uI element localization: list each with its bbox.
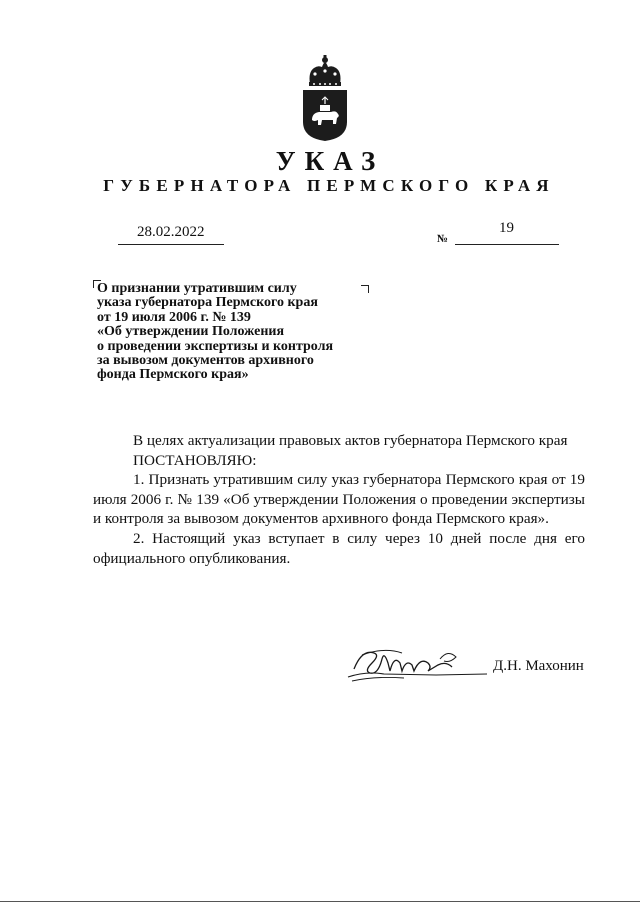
heading-line: от 19 июля 2006 г. № 139	[97, 309, 251, 325]
heading-line: о проведении экспертизы и контроля	[97, 338, 334, 354]
document-date: 28.02.2022	[137, 224, 205, 240]
heading-line: О признании утратившим силу	[97, 281, 297, 296]
page-bottom-edge	[0, 901, 640, 902]
heading-line: за вывозом документов архивного	[97, 353, 314, 369]
date-underline	[118, 244, 224, 245]
signer-name: Д.Н. Махонин	[493, 658, 584, 674]
coat-of-arms-icon	[300, 54, 350, 142]
document-number: 19	[499, 220, 514, 236]
body-decree: ПОСТАНОВЛЯЮ:	[133, 451, 257, 469]
document-body	[93, 431, 585, 568]
body-item-2: 2. Настоящий указ вступает в силу через 10 дней после дня его официального опубликования.	[93, 529, 585, 567]
document-title: УКАЗ	[275, 146, 385, 176]
document-subtitle: ГУБЕРНАТОРА ПЕРМСКОГО КРАЯ	[103, 176, 555, 195]
body-intro: В целях актуализации правовых актов губернатора Пермского края	[133, 432, 568, 449]
heading-line: «Об утверждении Положения	[97, 324, 285, 340]
heading-line: указа губернатора Пермского края	[97, 295, 318, 311]
number-underline	[455, 244, 559, 245]
handwritten-signature-icon	[344, 641, 489, 685]
heading-line: фонда Пермского края»	[97, 367, 249, 383]
document-heading	[97, 282, 377, 383]
number-sign: №	[437, 233, 449, 245]
body-item-1: 1. Признать утратившим силу указ губернатора Пермского края от 19 июля 2006 г. № 139 «Об утверждении Положения о проведении экспертизы и контроля за вывозом документов архивного фонда Пермского края».	[93, 471, 585, 528]
